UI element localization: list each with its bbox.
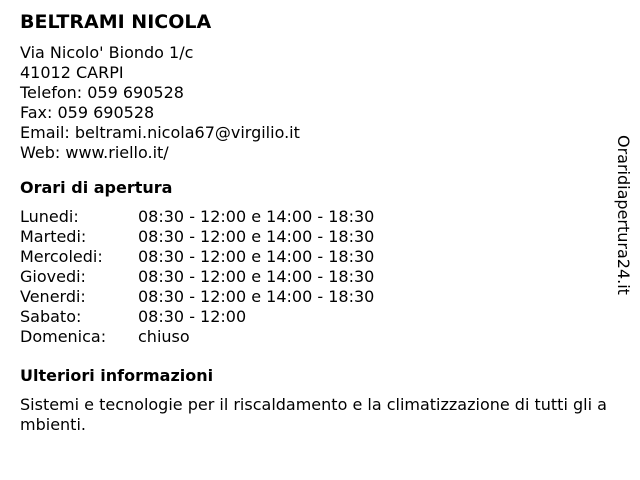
time-value: 08:30 - 12:00 e 14:00 - 18:30 [138, 247, 375, 266]
business-card [20, 10, 610, 435]
site-watermark: Oraridiapertura24.it [614, 135, 633, 295]
fax-line: Fax: 059 690528 [20, 103, 155, 122]
day-label: Domenica: [20, 327, 107, 346]
day-label: Sabato: [20, 307, 82, 326]
time-value: 08:30 - 12:00 [138, 307, 247, 326]
day-label: Lunedi: [20, 207, 79, 226]
address-line: Via Nicolo' Biondo 1/c [20, 43, 194, 62]
more-info-heading: Ulteriori informazioni [20, 366, 214, 385]
day-label: Giovedi: [20, 267, 86, 286]
city-line: 41012 CARPI [20, 63, 124, 82]
day-label: Mercoledi: [20, 247, 103, 266]
time-value: 08:30 - 12:00 e 14:00 - 18:30 [138, 227, 375, 246]
hours-row-monday [20, 207, 610, 227]
day-label: Venerdi: [20, 287, 86, 306]
contact-block [20, 43, 610, 163]
web-line: Web: www.riello.it/ [20, 143, 169, 162]
business-description: Sistemi e tecnologie per il riscaldamento e la climatizzazione di tutti gli ambienti. [20, 395, 607, 434]
time-value: 08:30 - 12:00 e 14:00 - 18:30 [138, 287, 375, 306]
business-name: BELTRAMI NICOLA [20, 11, 212, 33]
hours-row-saturday [20, 307, 610, 327]
time-value: 08:30 - 12:00 e 14:00 - 18:30 [138, 207, 375, 226]
hours-row-sunday [20, 327, 610, 347]
email-line: Email: beltrami.nicola67@virgilio.it [20, 123, 300, 142]
day-label: Martedi: [20, 227, 87, 246]
time-value: chiuso [138, 327, 190, 346]
hours-row-friday [20, 287, 610, 307]
opening-hours-heading: Orari di apertura [20, 178, 173, 197]
phone-line: Telefon: 059 690528 [20, 83, 184, 102]
opening-hours-table [20, 207, 610, 347]
hours-row-thursday [20, 267, 610, 287]
hours-row-tuesday [20, 227, 610, 247]
hours-row-wednesday [20, 247, 610, 267]
time-value: 08:30 - 12:00 e 14:00 - 18:30 [138, 267, 375, 286]
